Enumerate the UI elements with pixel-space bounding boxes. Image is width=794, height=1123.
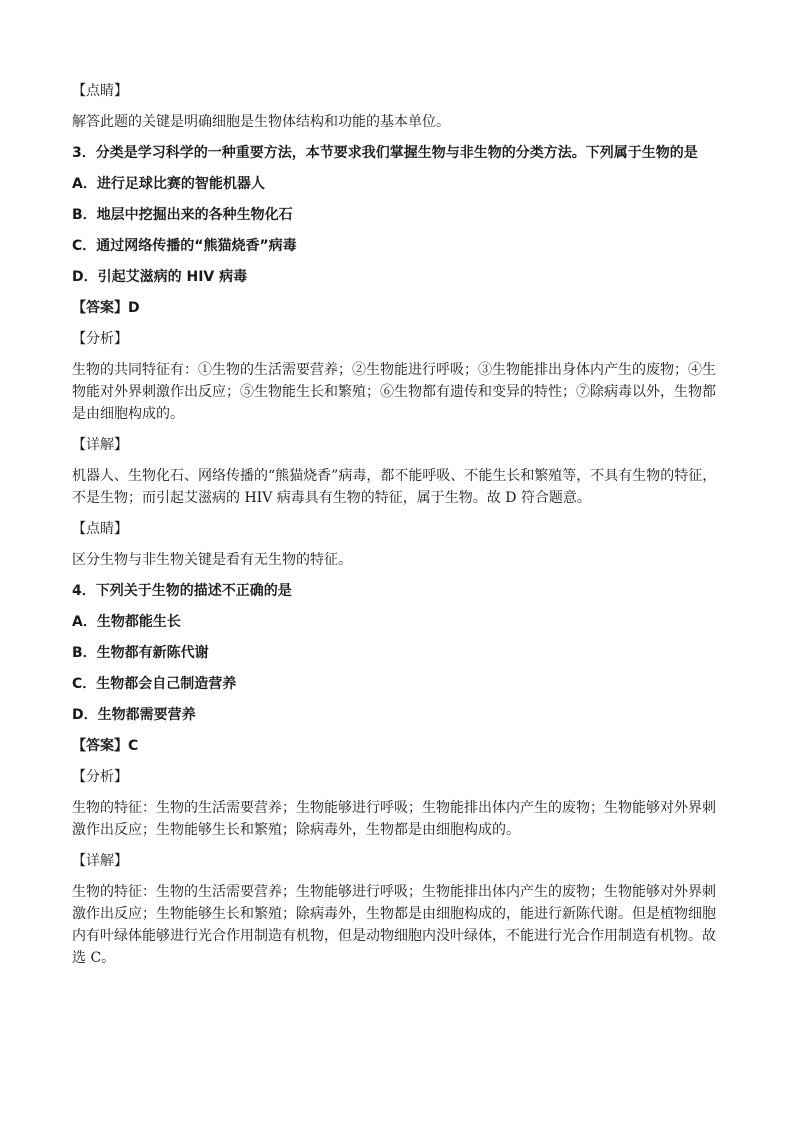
line-gap — [72, 540, 722, 549]
paragraph-line: 生物的共同特征有：①生物的生活需要营养；②生物能进行呼吸；③生物能排出身体内产生的废物；④生 — [72, 362, 716, 378]
line-gap — [72, 288, 722, 297]
section-tag: 【分析】 — [72, 769, 128, 785]
paragraph-line: 不是生物；而引起艾滋病的 HIV 病毒具有生物的特征，属于生物。故 D 符合题意。 — [72, 490, 591, 506]
line-gap — [72, 969, 722, 978]
paragraph — [72, 111, 722, 133]
section-tag: 【详解】 — [72, 853, 128, 869]
paragraph-line: 生物的特征：生物的生活需要营养；生物能够进行呼吸；生物能排出体内产生的废物；生物能够对外界刺 — [72, 800, 716, 816]
question-line: D．引起艾滋病的 HIV 病毒 — [72, 269, 248, 285]
line-gap — [72, 788, 722, 797]
paragraph-line: 区分生物与非生物关键是看有无生物的特征。 — [72, 552, 352, 568]
line-gap — [72, 872, 722, 881]
question-line: B．地层中挖掘出来的各种生物化石 — [72, 207, 293, 223]
line-gap — [72, 695, 722, 704]
paragraph — [72, 797, 722, 841]
paragraph-line: 解答此题的关键是明确细胞是生物体结构和功能的基本单位。 — [72, 114, 450, 130]
line-gap — [72, 757, 722, 766]
question-line: C．生物都会自己制造营养 — [72, 676, 237, 692]
question-line: D．生物都需要营养 — [72, 707, 196, 723]
paragraph-line: 选 C。 — [72, 950, 116, 966]
line-gap — [72, 664, 722, 673]
section-tag: 【点睛】 — [72, 83, 128, 99]
line-gap — [72, 841, 722, 850]
section-tag: 【分析】 — [72, 331, 128, 347]
section-tag: 【点睛】 — [72, 521, 128, 537]
line-gap — [72, 726, 722, 735]
question-line: A．进行足球比赛的智能机器人 — [72, 176, 265, 192]
question-line: B．生物都有新陈代谢 — [72, 645, 209, 661]
paragraph-line: 是由细胞构成的。 — [72, 406, 184, 422]
line-gap — [72, 571, 722, 580]
paragraph-line: 物能对外界刺激作出反应；⑤生物能生长和繁殖；⑥生物都有遗传和变异的特性；⑦除病毒以外，生物都 — [72, 384, 716, 400]
line-gap — [72, 257, 722, 266]
paragraph — [72, 465, 722, 509]
line-gap — [72, 195, 722, 204]
paragraph — [72, 549, 722, 571]
line-gap — [72, 226, 722, 235]
line-gap — [72, 133, 722, 142]
paragraph-line: 激作出反应；生物能够生长和繁殖；除病毒外，生物都是由细胞构成的，能进行新陈代谢。但是植物细胞 — [72, 906, 716, 922]
question-line: 3．分类是学习科学的一种重要方法，本节要求我们掌握生物与非生物的分类方法。下列属于生物的是 — [72, 145, 698, 161]
question-line: 4．下列关于生物的描述不正确的是 — [72, 583, 292, 599]
line-gap — [72, 164, 722, 173]
line-gap — [72, 319, 722, 328]
section-tag: 【答案】D — [72, 300, 140, 316]
section-tag: 【详解】 — [72, 437, 128, 453]
line-gap — [72, 350, 722, 359]
section-tag: 【答案】C — [72, 738, 139, 754]
line-gap — [72, 456, 722, 465]
line-gap — [72, 425, 722, 434]
line-gap — [72, 102, 722, 111]
line-gap — [72, 509, 722, 518]
document-body — [72, 80, 722, 978]
paragraph-line: 生物的特征：生物的生活需要营养；生物能够进行呼吸；生物能排出体内产生的废物；生物能够对外界刺 — [72, 884, 716, 900]
paragraph — [72, 881, 722, 969]
paragraph-line: 激作出反应；生物能够生长和繁殖；除病毒外，生物都是由细胞构成的。 — [72, 822, 520, 838]
line-gap — [72, 633, 722, 642]
paragraph-line: 内有叶绿体能够进行光合作用制造有机物，但是动物细胞内没叶绿体，不能进行光合作用制造有机物。故 — [72, 928, 716, 944]
paragraph — [72, 359, 722, 425]
line-gap — [72, 602, 722, 611]
paragraph-line: 机器人、生物化石、网络传播的“熊猫烧香”病毒，都不能呼吸、不能生长和繁殖等，不具有生物的特征， — [72, 468, 717, 484]
question-line: A．生物都能生长 — [72, 614, 181, 630]
question-line: C．通过网络传播的“熊猫烧香”病毒 — [72, 238, 297, 254]
